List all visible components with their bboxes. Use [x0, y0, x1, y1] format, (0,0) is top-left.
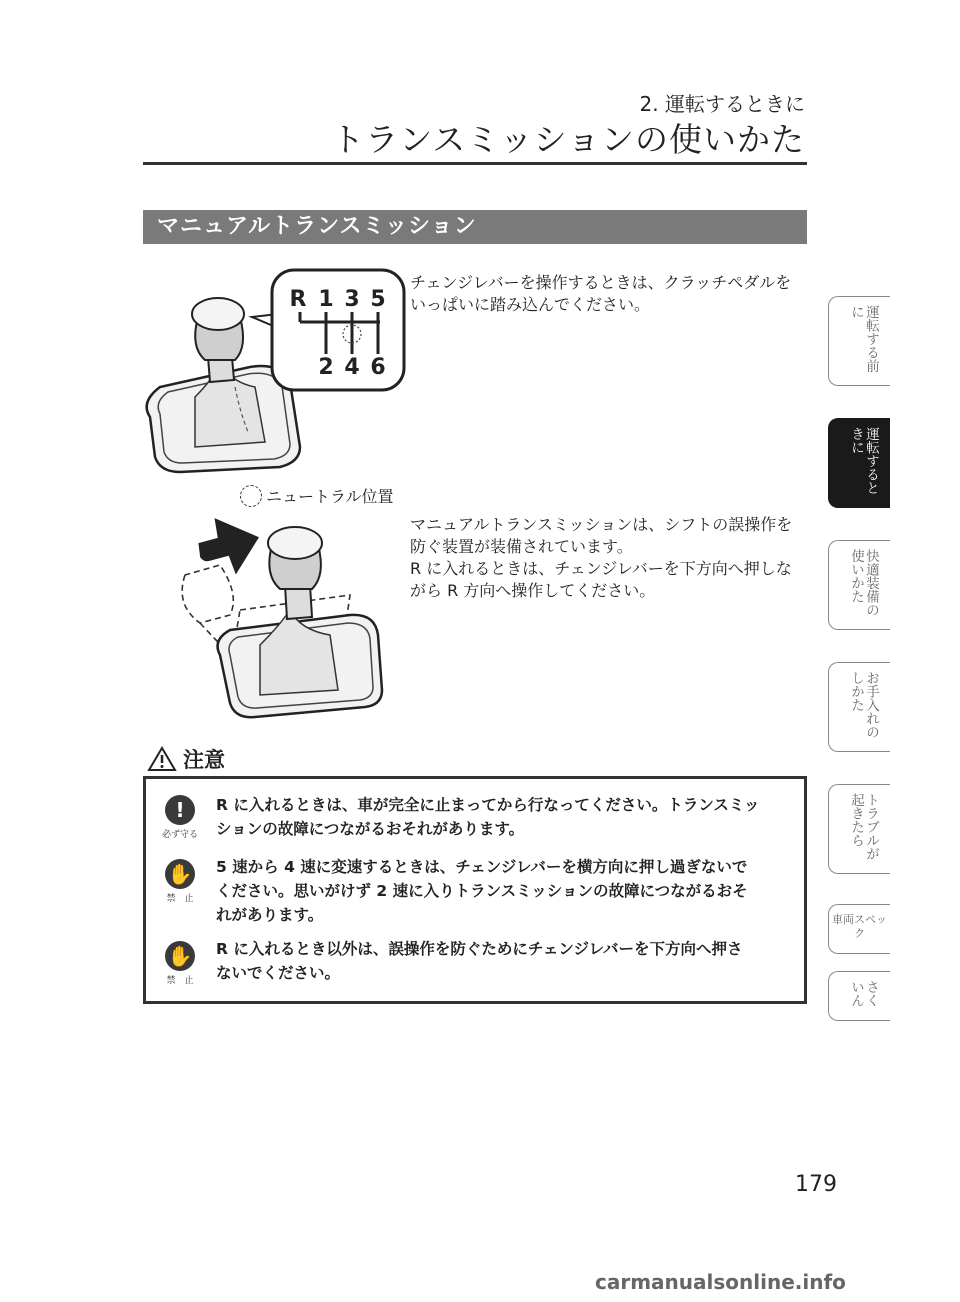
dashed-circle-icon	[240, 485, 262, 507]
header-divider	[143, 162, 807, 165]
shift-label-2: 2	[318, 355, 334, 380]
shift-label-3: 3	[344, 287, 360, 312]
clutch-instruction: チェンジレバーを操作するときは、クラッチペダルを いっぱいに踏み込んでください。	[410, 273, 792, 314]
prohibit-icon-group: ✋ 禁 止	[160, 859, 200, 904]
reverse-shift-illustration	[160, 505, 390, 730]
tab-index[interactable]: さくいん	[828, 971, 890, 1021]
tab-while-driving[interactable]: 運転するときに	[828, 418, 890, 508]
gear-lever-illustration	[140, 262, 410, 477]
tab-comfort-equipment[interactable]: 快適装備の使いかた	[828, 540, 890, 630]
exclamation-icon: !	[165, 795, 195, 825]
caution-item: 5 速から 4 速に変速するときは、チェンジレバーを横方向に押し過ぎないで ください。思いがけず 2 速に入りトランスミッションの故障につながるおそ れがあります。	[216, 858, 748, 924]
watermark: carmanualsonline.info	[595, 1270, 846, 1294]
warning-triangle-icon	[147, 746, 177, 772]
shift-label-1: 1	[318, 287, 334, 312]
page-title: トランスミッションの使いかた	[331, 120, 805, 159]
page-number: 179	[795, 1172, 837, 1197]
shift-label-4: 4	[344, 355, 360, 380]
chapter-subtitle: 2. 運転するときに	[639, 92, 805, 116]
prohibit-hand-icon: ✋	[165, 941, 195, 971]
reverse-instruction: マニュアルトランスミッションは、シフトの誤操作を 防ぐ装置が装備されています。 R に入れるときは、チェンジレバーを下方向へ押しな がら R 方向へ操作してください。	[410, 515, 793, 600]
shift-label-6: 6	[370, 355, 386, 380]
neutral-position-label: ニュートラル位置	[240, 484, 394, 507]
shift-label-r: R	[289, 287, 307, 312]
tab-before-driving[interactable]: 運転する前に	[828, 296, 890, 386]
caution-item: R に入れるときは、車が完全に止まってから行なってください。トランスミッ ションの故障につながるおそれがあります。	[216, 796, 760, 838]
caution-heading: 注意	[147, 744, 225, 774]
mandatory-icon-group: ! 必ず守る	[160, 795, 200, 840]
prohibit-icon-group: ✋ 禁 止	[160, 941, 200, 986]
section-title: マニュアルトランスミッション	[143, 210, 807, 244]
tab-maintenance[interactable]: お手入れのしかた	[828, 662, 890, 752]
tab-troubleshooting[interactable]: トラブルが起きたら	[828, 784, 890, 874]
prohibit-hand-icon: ✋	[165, 859, 195, 889]
shift-label-5: 5	[370, 287, 386, 312]
caution-item: R に入れるとき以外は、誤操作を防ぐためにチェンジレバーを下方向へ押さ ないでください。	[216, 940, 743, 982]
tab-specifications[interactable]: 車両スペック	[828, 904, 890, 954]
caution-box	[143, 776, 807, 1004]
